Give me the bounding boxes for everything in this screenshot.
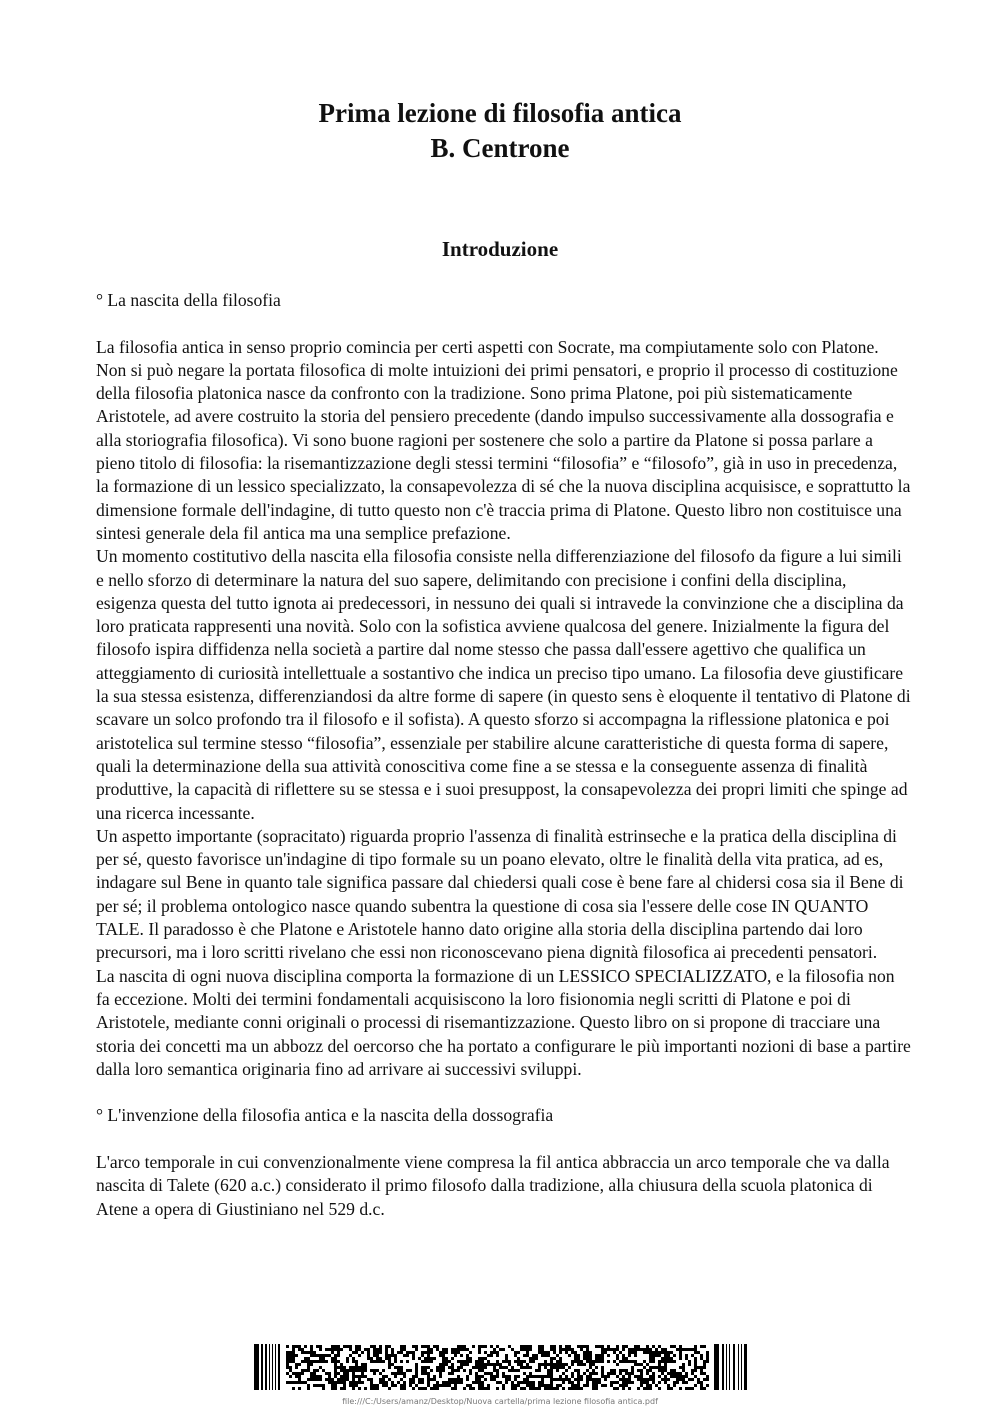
document-title [0,96,1000,166]
document-body [96,289,911,1221]
body-paragraph: L'arco temporale in cui convenzionalmente viene compresa la fil antica abbraccia un arco temporale che va dalla nascita di Talete (620 a.c.) considerato il primo filosofo dalla tradizione, alla chiusura della scuola platonica di Atene a opera di Giustiniano nel 529 d.c. [96,1151,890,1219]
title-line-1: Prima lezione di filosofia antica [318,98,682,128]
subsection-heading: ° L'invenzione della filosofia antica e la nascita della dossografia [96,1105,554,1126]
body-paragraph: La nascita di ogni nuova disciplina comporta la formazione di un LESSICO SPECIALIZZATO, e la filosofia non fa eccezione. Molti dei termini fondamentali acquisiscono la loro fisionomia negli scritti di Platone e poi di Aristotele, mediante conni originali o processi di risemantizzazione. Questo libro on si propone di tracciare una storia dei concetti ma un abbozz del oercorso che ha portato a configurare le più importanti nozioni di base a partire dalla loro semantica originaria fino ad arrivare ai successivi sviluppi. [96,965,911,1079]
body-paragraph: Un aspetto importante (sopracitato) riguarda proprio l'assenza di finalità estrinseche e la pratica della disciplina di per sé, questo favorisce un'indagine di tipo formale su un poano elevato, oltre le finalità della vita pratica, ad es, indagare sul Bene in quanto tale significa passare dal chiedersi quali cose è bene fare al chidersi cosa sia il Bene di per sé; il problema ontologico nasce quando subentra la questione di cosa sia l'essere delle cose IN QUANTO TALE. Il paradosso è che Platone e Aristotele hanno dato origine alla storia della disciplina partendo dai loro precursori, ma i loro scritti rivelano che essi non riconoscevano piena dignità filosofica ai precedenti pensatori. [96,825,904,963]
title-author: B. Centrone [430,133,570,163]
subsection-heading: ° La nascita della filosofia [96,290,281,310]
barcode-icon [252,1344,748,1390]
body-paragraph: Un momento costitutivo della nascita ella filosofia consiste nella differenziazione del filosofo da figure a lui simili e nello sforzo di determinare la natura del suo sapere, delimitando con precisione i confini della disciplina, esigenza questa del tutto ignota ai predecessori, in nessuno dei quali si intravede la convinzione che a disciplina da loro praticata rappresenti una novità. Solo con la sofistica avviene qualcosa del genere. Inizialmente la figura del filosofo ispira diffidenza nella società a partire dal nome stesso che passa dall'essere agettivo che qualifica un atteggiamento di curiosità intellettuale a sostantivo che indica un preciso tipo umano. La filosofia deve giustificare la sua stessa esistenza, differenziandosi da altre forme di sapere (in questo sens è eloquente il tentativo di Platone di scavare un solco profondo tra il filosofo e il sofista). A questo sforzo si accompagna la riflessione platonica e poi aristotelica sul termine stesso “filosofia”, essenziale per stabilire alcune caratteristiche di questa forma di sapere, quali la determinazione della sua attività conoscitiva come fine a se stessa e la conseguente assenza di finalità produttive, la capacità di riflettere su se stessa e i suoi presuppost, la consapevolezza dei propri limiti che spinge ad una ricerca incessante. [96,546,911,823]
body-paragraph: La filosofia antica in senso proprio comincia per certi aspetti con Socrate, ma compiutamente solo con Platone. Non si può negare la portata filosofica di molte intuizioni dei primi pensatori, e proprio il processo di costituzione della filosofia platonica nasce da confronto con la tradizione. Sono prima Platone, poi più sistematicamente Aristotele, ad avere costruito la storia del pensiero precedente (dando impulso successivamente alla dossografia e alla storiografia filosofica). Vi sono buone ragioni per sostenere che solo a partire da Platone si possa parlare a pieno titolo di filosofia: la risemantizzazione degli stessi termini “filosofia” e “filosofo”, già in uso in precedenza, la formazione di un lessico specializzato, la consapevolezza di sé che la nuova disciplina acquisisce, e soprattutto la dimensione formale dell'indagine, di tutto questo non c'è traccia prima di Platone. Questo libro non costituisce una sintesi generale dela fil antica ma una semplice prefazione. [96,336,911,543]
section-heading: Introduzione [441,237,559,261]
spacer [96,312,911,335]
spacer [96,1081,911,1104]
file-path-footer: file:///C:/Users/amanz/Desktop/Nuova cartella/prima lezione filosofia antica.pdf [342,1397,658,1406]
spacer [96,1128,911,1151]
